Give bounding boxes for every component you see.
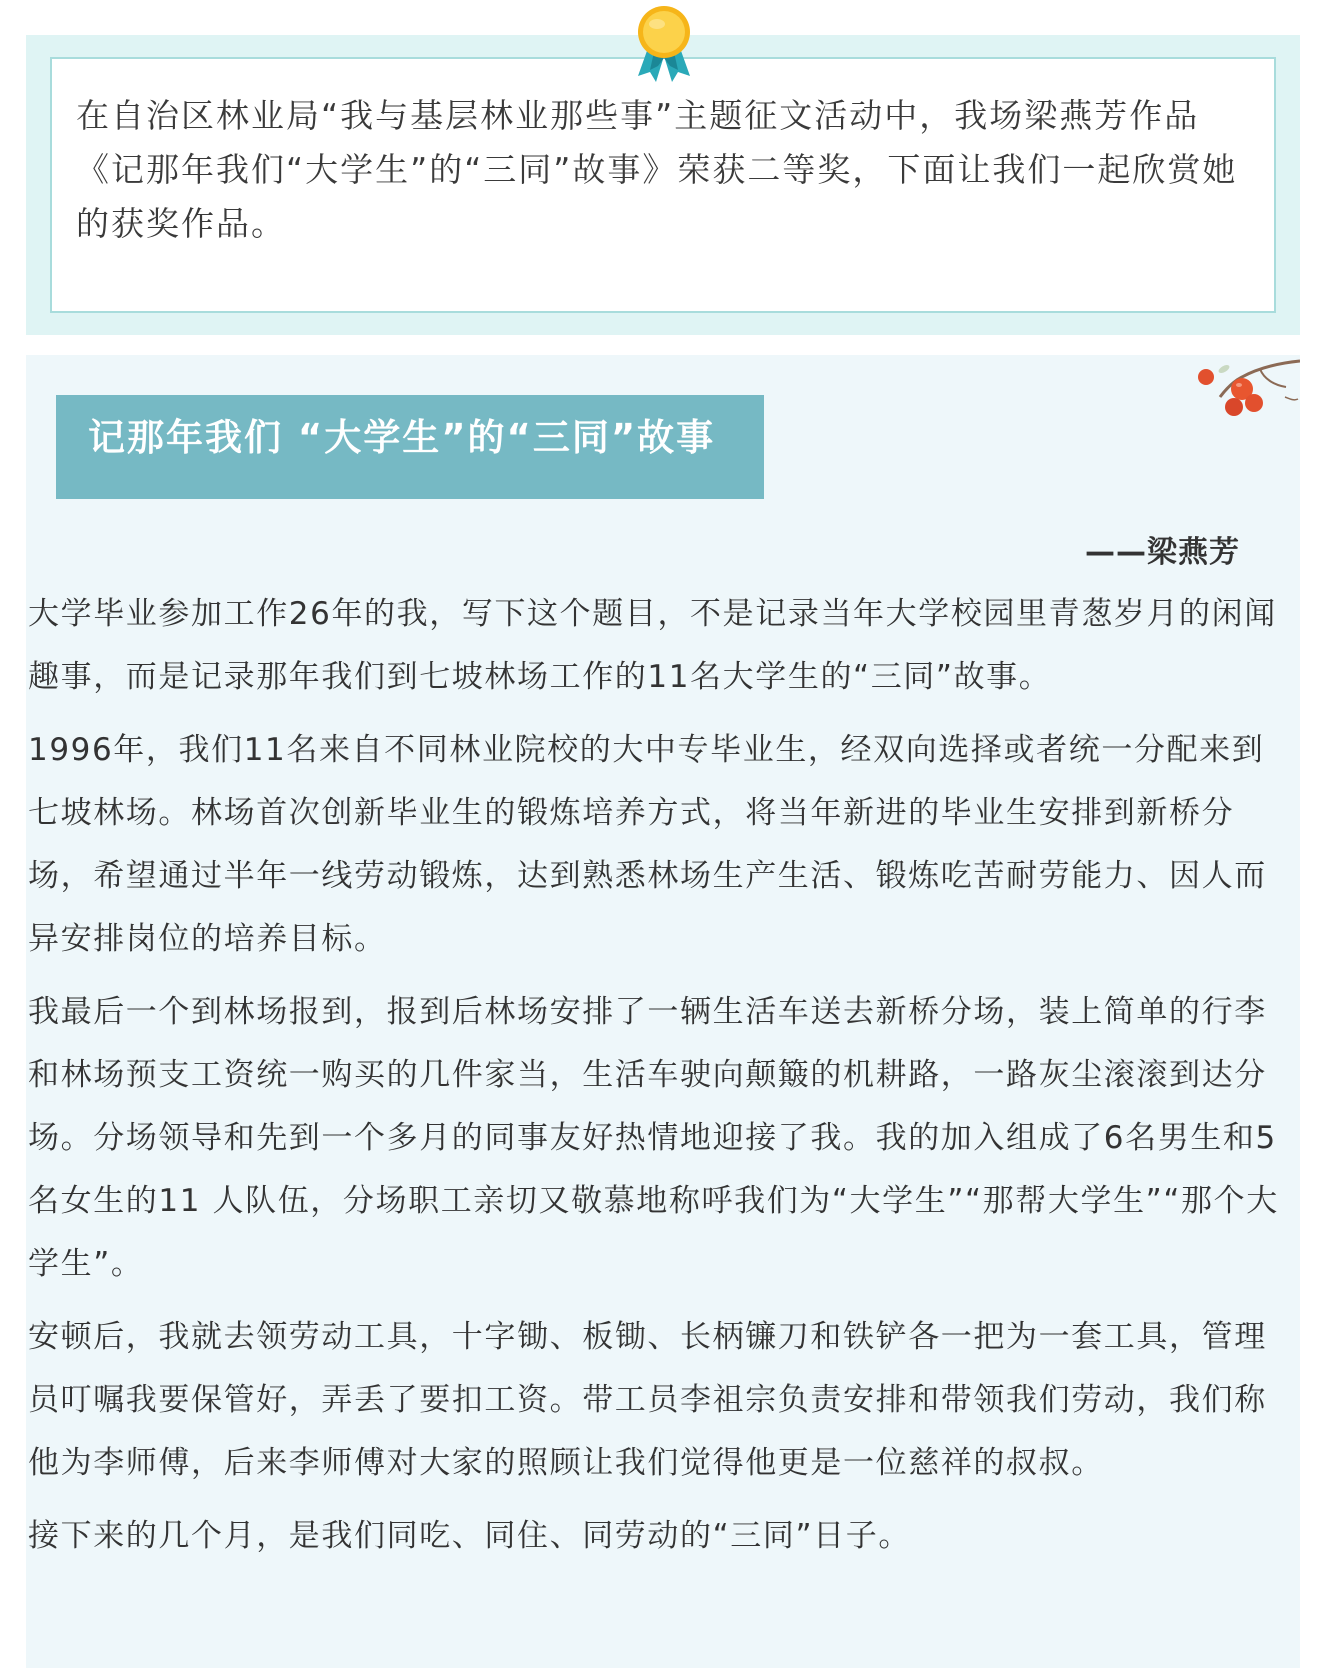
persimmon-branch-icon bbox=[1190, 355, 1300, 427]
intro-box bbox=[50, 57, 1276, 313]
paragraph: 安顿后，我就去领劳动工具，十字锄、板锄、长柄镰刀和铁铲各一把为一套工具，管理员叮嘱我要保管好，弄丢了要扣工资。带工员李祖宗负责安排和带领我们劳动，我们称他为李师傅，后来李师傅对大家的照顾让我们觉得他更是一位慈祥的叔叔。 bbox=[28, 1319, 1267, 1481]
award-medal-icon bbox=[630, 4, 698, 86]
paragraph: 接下来的几个月，是我们同吃、同住、同劳动的“三同”日子。 bbox=[28, 1518, 911, 1554]
intro-text: 在自治区林业局“我与基层林业那些事”主题征文活动中，我场梁燕芳作品《记那年我们“大学生”的“三同”故事》荣获二等奖，下面让我们一起欣赏她的获奖作品。 bbox=[76, 96, 1238, 243]
article-title: 记那年我们 “大学生”的“三同”故事 bbox=[88, 416, 716, 459]
article-body bbox=[28, 583, 1296, 1578]
paragraph: 1996年，我们11名来自不同林业院校的大中专毕业生，经双向选择或者统一分配来到七坡林场。林场首次创新毕业生的锻炼培养方式，将当年新进的毕业生安排到新桥分场，希望通过半年一线劳动锻炼，达到熟悉林场生产生活、锻炼吃苦耐劳能力、因人而异安排岗位的培养目标。 bbox=[28, 732, 1267, 957]
paragraph: 我最后一个到林场报到，报到后林场安排了一辆生活车送去新桥分场，装上简单的行李和林场预支工资统一购买的几件家当，生活车驶向颠簸的机耕路，一路灰尘滚滚到达分场。分场领导和先到一个多月的同事友好热情地迎接了我。我的加入组成了6名男生和5名女生的11 人队伍，分场职工亲切又敬慕地称呼我们为“大学生”“那帮大学生”“那个大学生”。 bbox=[28, 994, 1279, 1282]
title-banner bbox=[56, 395, 764, 499]
article-panel bbox=[26, 355, 1300, 1668]
article-author: ——梁燕芳 bbox=[1085, 535, 1240, 570]
paragraph: 大学毕业参加工作26年的我，写下这个题目，不是记录当年大学校园里青葱岁月的闲闻趣事，而是记录那年我们到七坡林场工作的11名大学生的“三同”故事。 bbox=[28, 596, 1277, 695]
